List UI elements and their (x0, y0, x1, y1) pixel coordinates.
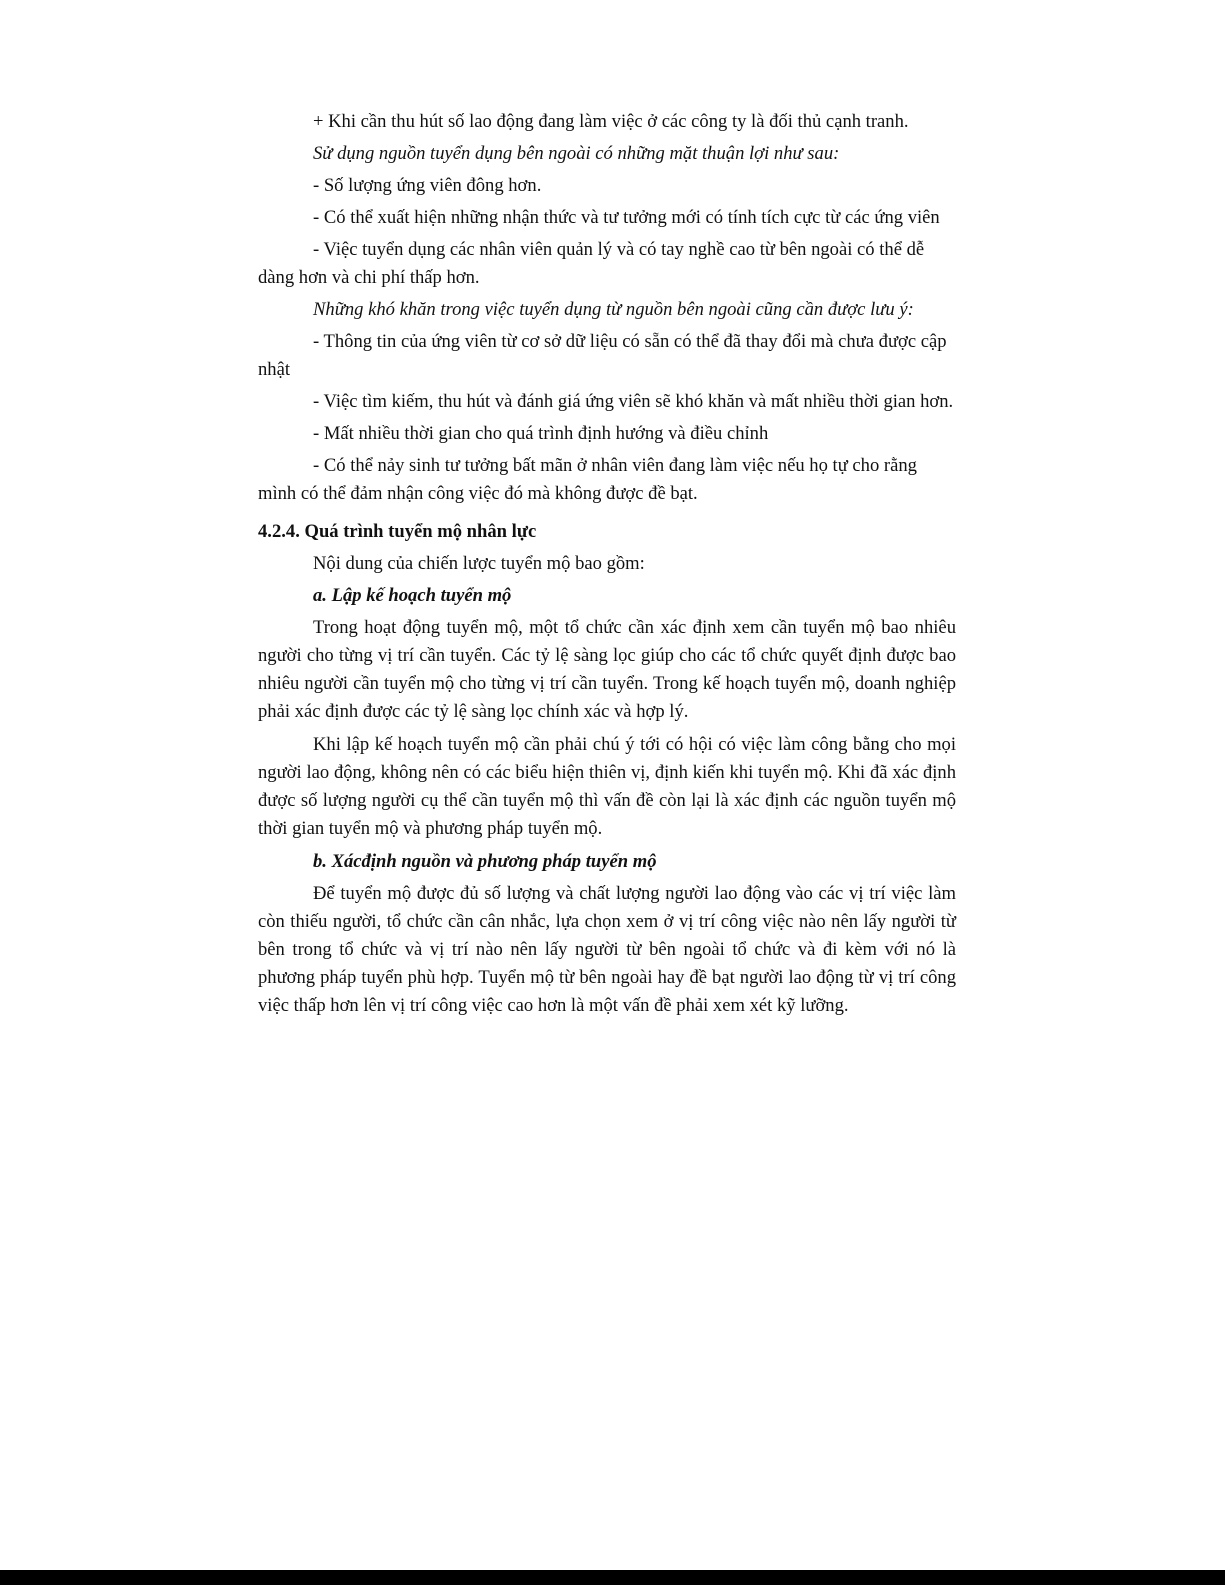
section-heading: 4.2.4. Quá trình tuyển mộ nhân lực (258, 521, 537, 542)
paragraph-difficulty-1: - Thông tin của ứng viên từ cơ sở dữ liệu có sẵn có thể đã thay đổi mà chưa được cập nhật (258, 331, 947, 380)
document-body (258, 108, 956, 1025)
subheading-b: b. Xácđịnh nguồn và phương pháp tuyển mộ (313, 851, 657, 872)
paragraph-a-1: Trong hoạt động tuyển mộ, một tổ chức cần xác định xem cần tuyển mộ bao nhiêu người cho từng vị trí cần tuyển. Các tỷ lệ sàng lọc giúp cho các tổ chức quyết định được bao nhiêu người cần tuyển mộ cho từng vị trí cần tuyển. Trong kế hoạch tuyển mộ, doanh nghiệp phải xác định được các tỷ lệ sàng lọc chính xác và hợp lý. (258, 617, 956, 722)
paragraph-difficulty-3: - Mất nhiều thời gian cho quá trình định hướng và điều chỉnh (313, 423, 769, 444)
paragraph-advantage-3: - Việc tuyển dụng các nhân viên quản lý và có tay nghề cao từ bên ngoài có thể dễ dàng hơn và chi phí thấp hơn. (258, 239, 925, 288)
paragraph-difficulties-intro: Những khó khăn trong việc tuyển dụng từ nguồn bên ngoài cũng cần được lưu ý: (313, 299, 914, 320)
paragraph-difficulty-4: - Có thể nảy sinh tư tưởng bất mãn ở nhân viên đang làm việc nếu họ tự cho rằng mình có thể đảm nhận công việc đó mà không được đề bạt. (258, 455, 917, 504)
paragraph-competitor-attraction: + Khi cần thu hút số lao động đang làm việc ở các công ty là đối thủ cạnh tranh. (313, 111, 909, 132)
section-intro: Nội dung của chiến lược tuyển mộ bao gồm: (313, 553, 645, 574)
paragraph-advantages-intro: Sử dụng nguồn tuyển dụng bên ngoài có những mặt thuận lợi như sau: (313, 143, 840, 164)
paragraph-advantage-1: - Số lượng ứng viên đông hơn. (313, 175, 542, 196)
paragraph-difficulty-2: - Việc tìm kiếm, thu hút và đánh giá ứng viên sẽ khó khăn và mất nhiều thời gian hơn. (313, 391, 954, 412)
paragraph-b-1: Để tuyển mộ được đủ số lượng và chất lượng người lao động vào các vị trí việc làm còn thiếu người, tổ chức cần cân nhắc, lựa chọn xem ở vị trí công việc nào nên lấy người từ bên trong tổ chức và vị trí nào nên lấy người từ bên ngoài tổ chức và đi kèm với nó là phương pháp tuyển phù hợp. Tuyển mộ từ bên ngoài hay đề bạt người lao động từ vị trí công việc thấp hơn lên vị trí công việc cao hơn là một vấn đề phải xem xét kỹ lưỡng. (258, 883, 956, 1016)
paragraph-a-2: Khi lập kế hoạch tuyển mộ cần phải chú ý tới có hội có việc làm công bằng cho mọi người lao động, không nên có các biểu hiện thiên vị, định kiến khi tuyển mộ. Khi đã xác định được số lượng người cụ thể cần tuyển mộ thì vấn đề còn lại là xác định các nguồn tuyển mộ thời gian tuyển mộ và phương pháp tuyển mộ. (258, 734, 956, 839)
paragraph-advantage-2: - Có thể xuất hiện những nhận thức và tư tưởng mới có tính tích cực từ các ứng viên (313, 207, 940, 228)
bottom-scan-border (0, 1570, 1225, 1585)
subheading-a: a. Lập kế hoạch tuyển mộ (313, 585, 512, 606)
